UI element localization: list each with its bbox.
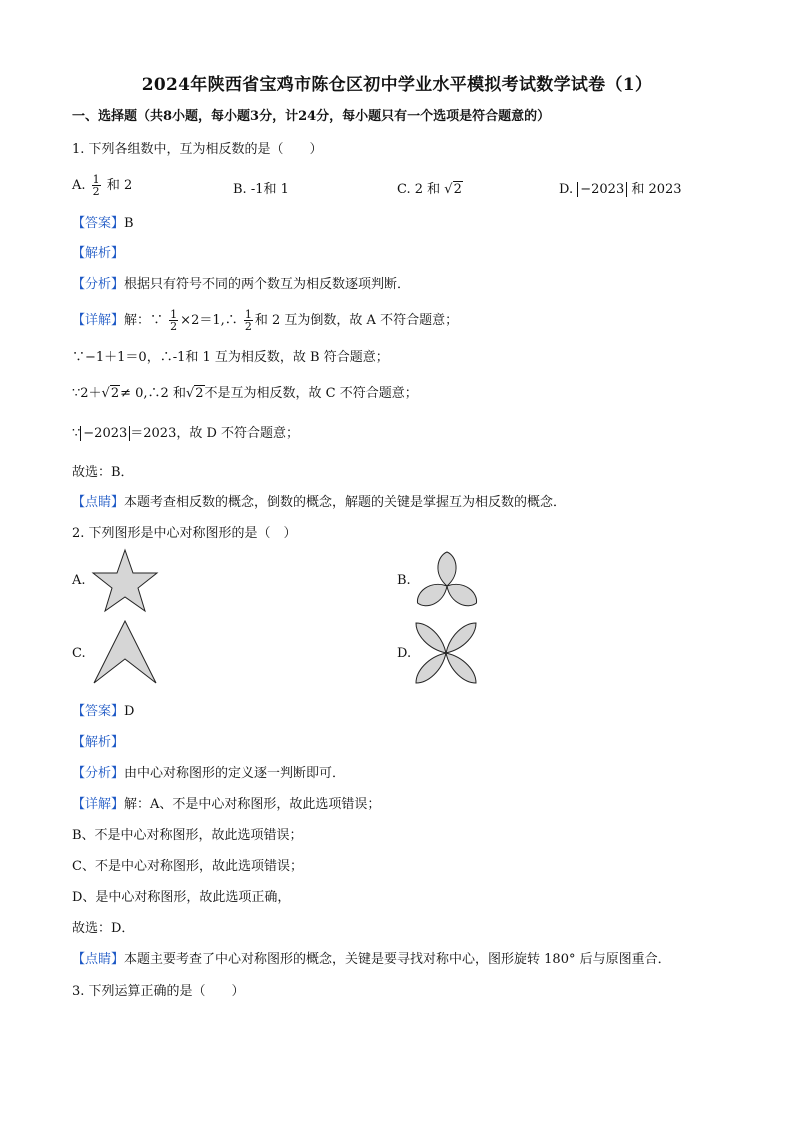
q1-option-b: B. -1和 1 (233, 182, 289, 197)
q2-label-a: A. (72, 573, 86, 588)
numerator: 1 (92, 173, 100, 186)
fraction (244, 309, 253, 332)
section-heading: 一、选择题（共8小题，每小题3分，计24分，每小题只有一个选项是符合题意的） (72, 109, 551, 124)
q1-option-d (559, 178, 682, 197)
xiangjie-text: 解：A、不是中心对称图形，故此选项错误； (124, 797, 381, 812)
denominator: 2 (92, 185, 100, 198)
arrowhead-figure-icon (92, 619, 158, 685)
text: 和 2 互为倒数，故 A 不符合题意； (254, 313, 459, 328)
text: ∵2＋ (72, 386, 102, 401)
radicand: 2 (110, 386, 120, 401)
xiangjie-tag: 【详解】 (72, 797, 125, 812)
xiangjie-tag: 【详解】 (72, 313, 125, 328)
q2-answer (72, 703, 134, 721)
fraction (92, 174, 101, 197)
q1-detail-line1 (72, 306, 458, 336)
q1-fenxi (72, 276, 410, 294)
q3-stem: 3. 下列运算正确的是（ ） (72, 984, 245, 999)
page-title: 2024年陕西省宝鸡市陈仓区初中学业水平模拟考试数学试卷（1） (141, 75, 653, 95)
fenxi-text: 根据只有符号不同的两个数互为相反数逐项判断． (124, 277, 411, 292)
radicand: 2 (195, 386, 204, 401)
numerator: 1 (170, 308, 178, 321)
q1-stem: 1. 下列各组数中，互为相反数的是（ ） (72, 142, 323, 157)
absolute-value: −2023 (80, 426, 130, 441)
absolute-value: −2023 (577, 182, 627, 197)
numerator: 1 (244, 308, 252, 321)
option-text: 和 2023 (631, 182, 682, 197)
fraction (169, 309, 178, 332)
q1-analysis-tag: 【解析】 (72, 246, 125, 261)
q1-detail-line3 (72, 385, 418, 403)
q1-detail-line2: ∵−1＋1＝0，∴-1和 1 互为相反数，故 B 符合题意； (72, 350, 389, 365)
sqrt: √2 (101, 386, 120, 401)
option-label: A. (72, 178, 86, 193)
q1-detail-line4 (72, 425, 299, 443)
text: ∵ (72, 426, 81, 441)
fenxi-tag: 【分析】 (72, 277, 125, 292)
fenxi-tag: 【分析】 (72, 766, 125, 781)
denominator: 2 (170, 320, 178, 333)
q2-detail (72, 796, 380, 814)
answer-tag: 【答案】 (72, 704, 125, 719)
q1-option-c (397, 178, 463, 197)
q2-detail-d: D、是中心对称图形，故此选项正确， (72, 890, 291, 905)
dianjing-text: 本题考查相反数的概念，倒数的概念，解题的关键是掌握互为相反数的概念． (124, 495, 567, 510)
option-label: D. (559, 182, 574, 197)
text: ×2＝1,∴ (180, 313, 238, 328)
text: 解：∵ (124, 313, 164, 328)
fenxi-text: 由中心对称图形的定义逐一判断即可． (124, 766, 346, 781)
q2-choose: 故选：D． (72, 921, 135, 936)
answer-value: D (124, 704, 135, 719)
option-text: 和 2 (106, 178, 133, 193)
text: ＝2023，故 D 不符合题意； (130, 426, 300, 441)
q2-detail-c: C、不是中心对称图形，故此选项错误； (72, 859, 303, 874)
four-petal-figure-icon (416, 623, 476, 683)
q1-option-a (72, 174, 132, 197)
q2-label-d: D. (397, 646, 412, 661)
q2-label-c: C. (72, 646, 86, 661)
q1-answer (72, 215, 134, 233)
radicand: 2 (453, 182, 462, 197)
q2-stem: 2. 下列图形是中心对称图形的是（ ） (72, 526, 297, 541)
sqrt: √2 (185, 386, 204, 401)
text: 不是互为相反数，故 C 不符合题意； (204, 386, 418, 401)
q2-label-b: B. (397, 573, 411, 588)
answer-tag: 【答案】 (72, 216, 125, 231)
q2-fenxi (72, 765, 345, 783)
q1-dianjing (72, 494, 566, 512)
dianjing-tag: 【点睛】 (72, 495, 125, 510)
answer-value: B (124, 216, 134, 231)
denominator: 2 (244, 320, 252, 333)
q1-choose: 故选：B． (72, 465, 134, 480)
sqrt: √2 (444, 182, 462, 197)
q2-analysis-tag: 【解析】 (72, 735, 125, 750)
text: ≠ 0,∴2 和 (120, 386, 186, 401)
q2-dianjing (72, 951, 671, 969)
star-figure-icon (90, 548, 160, 614)
dianjing-tag: 【点睛】 (72, 952, 125, 967)
option-text: C. 2 和 (397, 182, 441, 197)
three-petal-figure-icon (414, 550, 480, 612)
dianjing-text: 本题主要考查了中心对称图形的概念，关键是要寻找对称中心，图形旋转 180° 后与原图重合． (124, 952, 671, 967)
q2-detail-b: B、不是中心对称图形，故此选项错误； (72, 828, 303, 843)
